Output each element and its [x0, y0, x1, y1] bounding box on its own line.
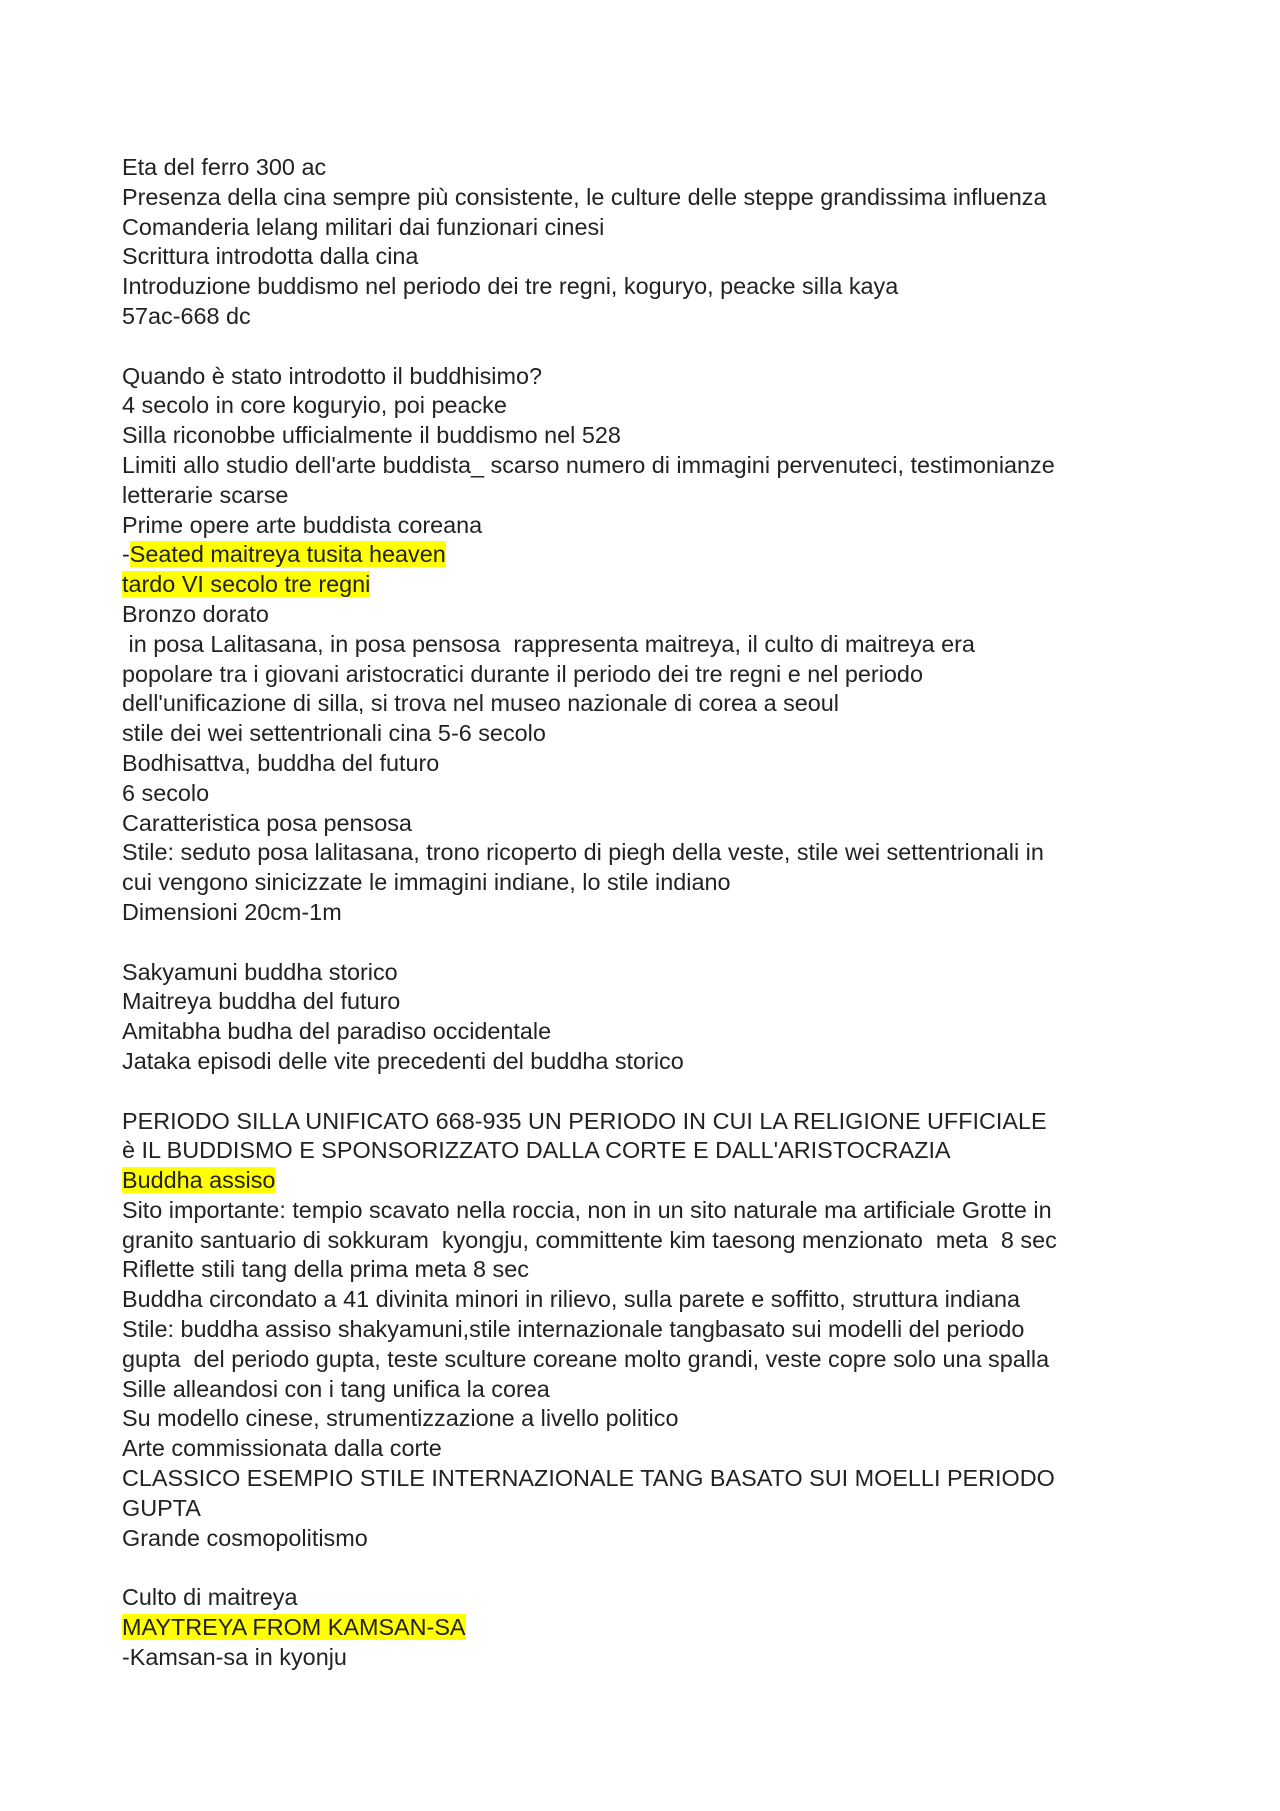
text-line: Limiti allo studio dell'arte buddista_ scarso numero di immagini pervenuteci, testimonianze: [122, 451, 1055, 478]
text-line: Quando è stato introdotto il buddhisimo?: [122, 362, 543, 389]
text-line: Bronzo dorato: [122, 600, 269, 627]
text-line: Bodhisattva, buddha del futuro: [122, 749, 440, 776]
text-line: Dimensioni 20cm-1m: [122, 898, 342, 925]
text-line: Maitreya buddha del futuro: [122, 988, 401, 1015]
highlighted-text: tardo VI secolo tre regni: [122, 571, 371, 598]
text-line: Presenza della cina sempre più consistente, le culture delle steppe grandissima influenza: [122, 183, 1047, 210]
text-line: gupta del periodo gupta, teste sculture coreane molto grandi, veste copre solo una spalla: [122, 1345, 1050, 1372]
text-line: CLASSICO ESEMPIO STILE INTERNAZIONALE TANG BASATO SUI MOELLI PERIODO: [122, 1465, 1055, 1492]
blank-line: [122, 1553, 1172, 1583]
text-line: Arte commissionata dalla corte: [122, 1435, 442, 1462]
dash-prefix: -: [122, 541, 130, 568]
heading-line: PERIODO SILLA UNIFICATO 668-935 UN PERIODO IN CUI LA RELIGIONE UFFICIALE: [122, 1107, 1047, 1134]
text-line: 6 secolo: [122, 779, 210, 806]
text-line: Silla riconobbe ufficialmente il buddismo nel 528: [122, 422, 621, 449]
text-line: dell'unificazione di silla, si trova nel museo nazionale di corea a seoul: [122, 690, 839, 717]
highlighted-line: [122, 570, 1172, 600]
text-line: Introduzione buddismo nel periodo dei tre regni, koguryo, peacke silla kaya: [122, 273, 899, 300]
text-line: Jataka episodi delle vite precedenti del buddha storico: [122, 1047, 684, 1074]
highlighted-line: [122, 540, 1172, 570]
blank-line: [122, 1077, 1172, 1107]
highlighted-text: Seated maitreya tusita heaven: [129, 541, 446, 568]
text-line: letterarie scarse: [122, 481, 289, 508]
text-line: Amitabha budha del paradiso occidentale: [122, 1018, 552, 1045]
highlighted-text: Buddha assiso: [122, 1167, 276, 1194]
text-line: GUPTA: [122, 1494, 201, 1521]
blank-line: [122, 928, 1172, 958]
text-line: cui vengono sinicizzate le immagini indiane, lo stile indiano: [122, 869, 731, 896]
highlighted-line: [122, 1613, 1172, 1643]
highlighted-line: [122, 1166, 1172, 1196]
text-line: Caratteristica posa pensosa: [122, 809, 412, 836]
text-line: Eta del ferro 300 ac: [122, 154, 327, 180]
text-line: Sakyamuni buddha storico: [122, 958, 398, 985]
text-line: Su modello cinese, strumentizzazione a livello politico: [122, 1405, 679, 1432]
text-line: Buddha circondato a 41 divinita minori in rilievo, sulla parete e soffitto, struttura indiana: [122, 1286, 1021, 1313]
text-line: stile dei wei settentrionali cina 5-6 secolo: [122, 720, 546, 747]
text-line: Prime opere arte buddista coreana: [122, 511, 483, 538]
text-line: -Kamsan-sa in kyonju: [122, 1643, 347, 1670]
blank-line: [122, 332, 1172, 362]
text-line: 57ac-668 dc: [122, 302, 251, 329]
text-line: Riflette stili tang della prima meta 8 sec: [122, 1256, 529, 1283]
text-line: Grande cosmopolitismo: [122, 1524, 368, 1551]
text-line: Sito importante: tempio scavato nella roccia, non in un sito naturale ma artificiale Grotte in: [122, 1196, 1052, 1223]
text-line: Stile: seduto posa lalitasana, trono ricoperto di piegh della veste, stile wei settentrionali in: [122, 839, 1044, 866]
text-line: 4 secolo in core koguryio, poi peacke: [122, 392, 507, 419]
text-line: granito santuario di sokkuram kyongju, committente kim taesong menzionato meta 8 sec: [122, 1226, 1057, 1253]
text-line: Stile: buddha assiso shakyamuni,stile internazionale tangbasato sui modelli del periodo: [122, 1316, 1025, 1343]
heading-line: è IL BUDDISMO E SPONSORIZZATO DALLA CORTE E DALL'ARISTOCRAZIA: [122, 1137, 951, 1164]
highlighted-text: MAYTREYA FROM KAMSAN-SA: [122, 1614, 466, 1641]
text-line: popolare tra i giovani aristocratici durante il periodo dei tre regni e nel periodo: [122, 660, 923, 687]
document-body: [122, 153, 1172, 1673]
text-line: Sille alleandosi con i tang unifica la corea: [122, 1375, 550, 1402]
text-line: Scrittura introdotta dalla cina: [122, 243, 419, 270]
text-line: Comanderia lelang militari dai funzionari cinesi: [122, 213, 605, 240]
text-line: in posa Lalitasana, in posa pensosa rappresenta maitreya, il culto di maitreya era: [122, 630, 975, 657]
text-line: Culto di maitreya: [122, 1584, 298, 1611]
